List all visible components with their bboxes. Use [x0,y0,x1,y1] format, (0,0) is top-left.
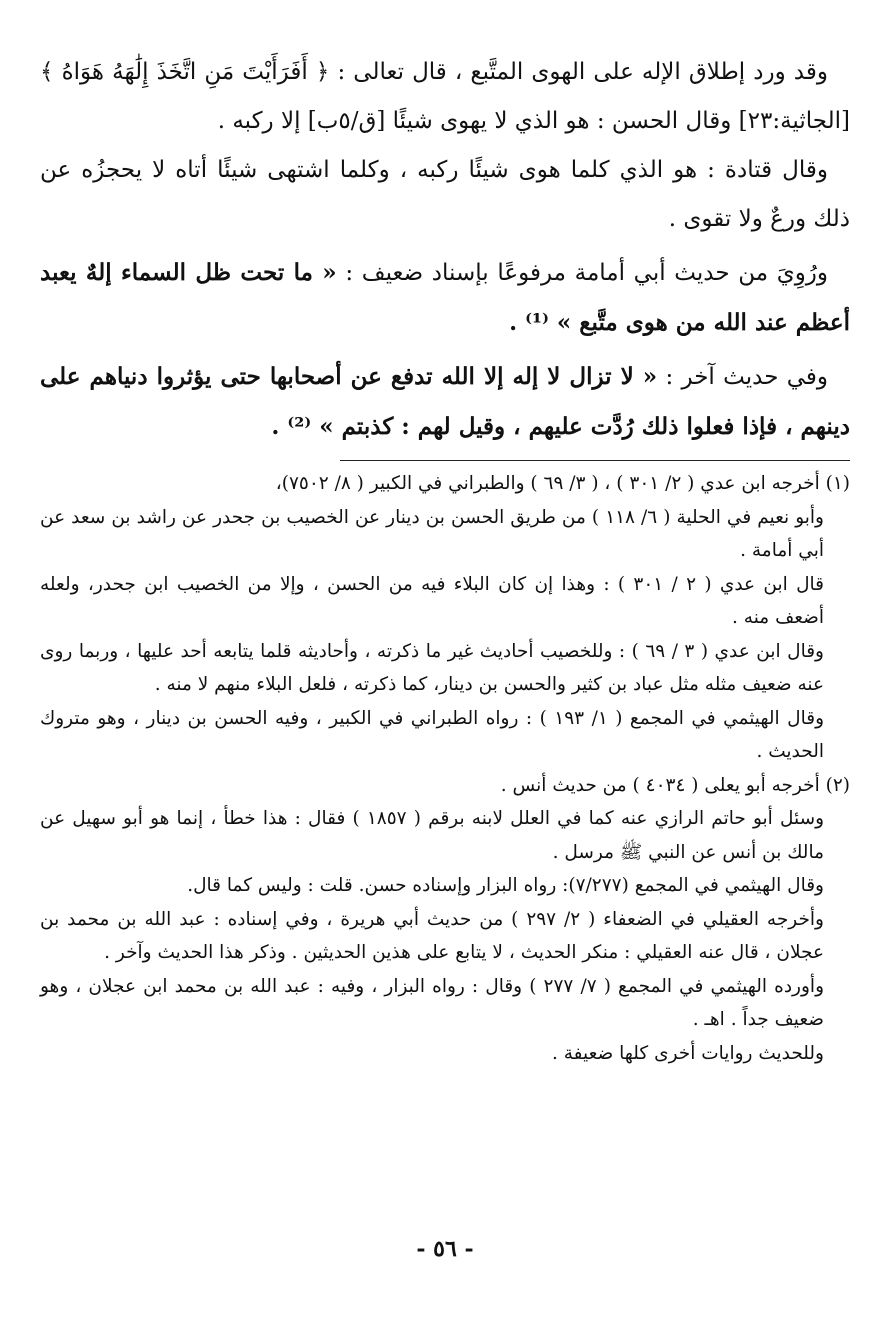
footnote: وقال ابن عدي ( ٣ / ٦٩ ) : وللخصيب أحاديث غير ما ذكرته ، وأحاديثه قلما يتابعه أحد عليها ، وربما روى عنه ضعيف مثله مثل عباد بن كثير والحسن بن دينار، كما ذكرته ، فلعل البلاء منهم لا منه . [40,640,824,695]
footnote: وأخرجه العقيلي في الضعفاء ( ٢/ ٢٩٧ ) من حديث أبي هريرة ، وفي إسناده : عبد الله بن محمد بن عجلان ، قال عنه العقيلي : منكر الحديث ، لا يتابع على هذين الحديثين . وذكر هذا الحديث وآخر . [40,908,824,963]
paragraph [40,352,850,452]
hadith-quote: « لا تزال لا إله إلا الله تدفع عن أصحابها حتى يؤثروا دنياهم على دينهم ، فإذا فعلوا ذلك رُدَّت عليهم ، وقيل لهم : كذبتم » ⁽²⁾ . [40,363,850,440]
footnote: وقال الهيثمي في المجمع (٧/٢٧٧): رواه البزار وإسناده حسن. قلت : وليس كما قال. [187,875,824,896]
paragraph [40,248,850,348]
page-number: - ٥٦ - [416,1236,474,1262]
hadith-quote: « ما تحت ظل السماء إلهٌ يعبد أعظم عند الله من هوى متَّبع » ⁽¹⁾ . [40,259,850,336]
footnote: وقال الهيثمي في المجمع ( ١/ ١٩٣ ) : رواه الطبراني في الكبير ، وفيه الحسن بن دينار ، وهو متروك الحديث . [40,707,825,762]
footnote: وللحديث روايات أخرى كلها ضعيفة . [551,1042,824,1064]
hadith-intro: وفي حديث آخر : [665,364,829,390]
footnote: وأورده الهيثمي في المجمع ( ٧/ ٢٧٧ ) وقال : رواه البزار ، وفيه : عبد الله بن محمد ابن عجلان ، وهو ضعيف جداً . اهـ . [40,975,825,1030]
footnote: (١) أخرجه ابن عدي ( ٢/ ٣٠١ ) ، ( ٣/ ٦٩ ) والطبراني في الكبير ( ٨/ ٧٥٠٢)، [275,473,850,494]
paragraph: وقد ورد إطلاق الإله على الهوى المتَّبع ، قال تعالى : ﴿ أَفَرَأَيْتَ مَنِ اتَّخَذَ إِلَٰهَهُ هَوَاهُ ﴾ [الجاثية:٢٣] وقال الحسن : هو الذي لا يهوى شيئًا [ق/٥ب] إلا ركبه . [40,59,850,134]
footnote: وأبو نعيم في الحلية ( ٦/ ١١٨ ) من طريق الحسن بن دينار عن الخصيب بن جحدر عن راشد بن سعد عن أبي أمامة . [40,506,824,561]
footnote: قال ابن عدي ( ٢ / ٣٠١ ) : وهذا إن كان البلاء فيه من الحسن ، وإلا من الخصيب ابن جحدر، ولعله أضعف منه . [40,573,825,628]
main-text [40,48,850,452]
footnote: (٢) أخرجه أبو يعلى ( ٤٠٣٤ ) من حديث أنس . [500,774,850,796]
footnote-divider [340,460,850,461]
hadith-intro: ورُوِيَ من حديث أبي أمامة مرفوعًا بإسناد ضعيف : [345,260,829,286]
footnotes [40,467,850,1070]
footnote: وسئل أبو حاتم الرازي عنه كما في العلل لابنه برقم ( ١٨٥٧ ) فقال : هذا خطأ ، إنما هو أبو سهيل عن مالك بن أنس عن النبي ﷺ مرسل . [40,808,825,863]
paragraph: وقال قتادة : هو الذي كلما هوى شيئًا ركبه ، وكلما اشتهى شيئًا أتاه لا يحجزُه عن ذلك ورعٌ ولا تقوى . [40,157,850,232]
